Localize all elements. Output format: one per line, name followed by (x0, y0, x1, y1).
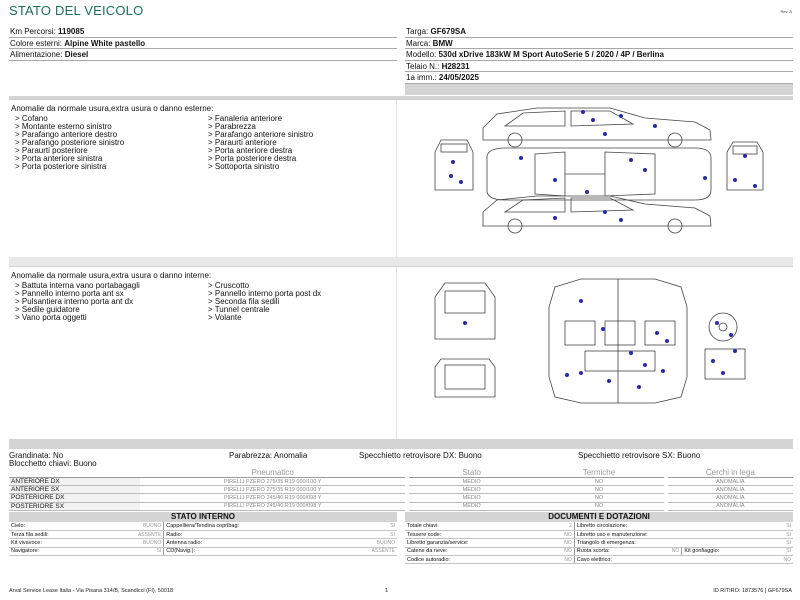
footer-page-number: 1 (385, 588, 389, 594)
list-item: > Cruscotto (207, 281, 250, 290)
list-item: > Montante esterno sinistro (15, 122, 112, 131)
table-row: ANTERIORE DX PIRELLI PZERO 275/35 R19 000/100 Y MEDIO NO ANOMALIA (9, 478, 793, 486)
table-row: Navigatore: SI CD(Navig.): ASSENTE (11, 548, 395, 555)
table-row: Terza fila sedili: ASSENTE Radio: SI (11, 531, 395, 538)
internal-damage-panel (9, 266, 793, 439)
status-specchietto-sx: Specchietto retrovisore SX: Buono (578, 451, 701, 460)
internal-car-diagram (405, 267, 793, 439)
list-item: > Volante (207, 313, 242, 322)
interior-state-section (9, 512, 397, 556)
status-grandinata: Grandinata: No (9, 451, 64, 460)
external-damage-panel (9, 99, 793, 257)
info-model: Modello: 530d xDrive 183kW M Sport AutoSerie 5 / 2020 / 4P / Berlina (405, 49, 793, 61)
internal-damage-list (9, 267, 397, 439)
divider-bar (405, 84, 793, 95)
list-item: > Pulsantiera interno porta ant dx (15, 297, 134, 306)
list-item: > Seconda fila sedili (207, 297, 280, 306)
vehicle-info-left (9, 26, 397, 61)
revision-label: Rev. A (780, 9, 792, 14)
divider-bar (9, 257, 793, 266)
list-item: > Porta posteriore sinistra (15, 162, 107, 171)
list-item: > Parabrezza (207, 122, 256, 131)
info-fuel: Alimentazione: Diesel (9, 49, 397, 61)
interior-state-title: STATO INTERNO (9, 512, 397, 522)
list-item: > Vano porta oggetti (15, 313, 87, 322)
table-row: Cielo: BUONO Cappelliera/Tendina copribag: SI (11, 522, 395, 529)
list-item: > Battuta interna vano portabagagli (15, 281, 140, 290)
list-item: > Sottoporta sinistro (207, 162, 280, 171)
list-item: > Pannello interno porta post dx (207, 289, 322, 298)
table-row: POSTERIORE DX PIRELLI PZERO 245/40 R19 000/098 Y MEDIO NO ANOMALIA (9, 494, 793, 502)
status-specchietto-dx: Specchietto retrovisore DX: Buono (359, 451, 482, 460)
divider-bar (9, 439, 793, 449)
tyres-header-thermal: Termiche (534, 468, 663, 478)
table-row: Codice autoradio: NO Cavo elettrico: NO (407, 556, 791, 563)
list-item: > Tunnel centrale (207, 305, 270, 314)
table-row: POSTERIORE SX PIRELLI PZERO 245/40 R19 000/098 Y MEDIO NO ANOMALIA (9, 502, 793, 510)
external-damage-list (9, 100, 397, 257)
tyres-header-state: Stato (409, 468, 534, 478)
page-title: STATO DEL VEICOLO (9, 3, 144, 18)
list-item: > Paraurti anteriore (207, 138, 277, 147)
documents-title: DOCUMENTI E DOTAZIONI (405, 512, 793, 522)
list-item: > Parafango anteriore destro (15, 130, 118, 139)
info-registration: 1a imm.: 24/05/2025 (405, 72, 793, 84)
status-parabrezza: Parabrezza: Anomalia (229, 451, 308, 460)
list-item: > Sedile guidatore (15, 305, 80, 314)
table-row: Totale chiavi: 2 Libretto circolazione: SI (407, 522, 791, 529)
list-item: > Pannello interno porta ant sx (15, 289, 124, 298)
documents-section (405, 512, 793, 564)
tyres-header-position (9, 468, 140, 478)
list-item: > Parafango posteriore sinistro (15, 138, 125, 147)
car-exterior-diagram-icon (405, 100, 793, 258)
table-row: Libretto garanzia/service: NO Triangolo di emergenza: SI (407, 539, 791, 546)
info-color: Colore esterni: Alpine White pastello (9, 38, 397, 50)
info-km: Km Percorsi: 119085 (9, 26, 397, 38)
list-item: > Cofano (15, 114, 48, 123)
table-row: Kit vivavoce: BUONO Antenna radio: BUONO (11, 539, 395, 546)
tyres-table (9, 468, 793, 511)
info-brand: Marca: BMW (405, 38, 793, 50)
footer-id: ID RITIRO: 1873576 | GF679SA (713, 588, 792, 594)
table-row: Catene da neve: NO Ruota scorta: NO Kit gonfiaggio: SI (407, 548, 791, 555)
table-row: ANTERIORE SX PIRELLI PZERO 275/35 R19 000/100 Y MEDIO NO ANOMALIA (9, 486, 793, 494)
footer-company: Arval Service Lease Italia - Via Pisana 314/B, Scandicci (FI), 50018 (9, 588, 174, 594)
list-item: > Porta anteriore sinistra (15, 154, 103, 163)
info-plate: Targa: GF679SA (405, 26, 793, 38)
external-damage-col-2 (208, 115, 396, 171)
external-damage-title: Anomalie da normale usura,extra usura o danno esterne: (11, 104, 214, 113)
table-row: Tessere code: NO Libretto uso e manutenzione: SI (407, 531, 791, 538)
list-item: > Paraurti posteriore (15, 146, 88, 155)
internal-damage-col-1 (15, 282, 208, 322)
info-chassis: Telaio N.: H28231 (405, 61, 793, 73)
list-item: > Fanaleria anteriore (207, 114, 283, 123)
list-item: > Porta anteriore destra (207, 146, 293, 155)
internal-damage-title: Anomalie da normale usura,extra usura o danno interne: (11, 271, 212, 280)
list-item: > Parafango anteriore sinistro (207, 130, 314, 139)
status-blocchetto: Blocchetto chiavi: Buono (9, 459, 97, 468)
internal-damage-col-2 (208, 282, 396, 322)
car-interior-diagram-icon (405, 267, 793, 440)
tyres-header-tyre: Pneumatico (140, 468, 405, 478)
external-damage-col-1 (15, 115, 208, 171)
list-item: > Porta posteriore destra (207, 154, 297, 163)
tyres-header-rims: Cerchi in lega (668, 468, 793, 478)
vehicle-info-right (405, 26, 793, 84)
external-car-diagram (405, 100, 793, 257)
